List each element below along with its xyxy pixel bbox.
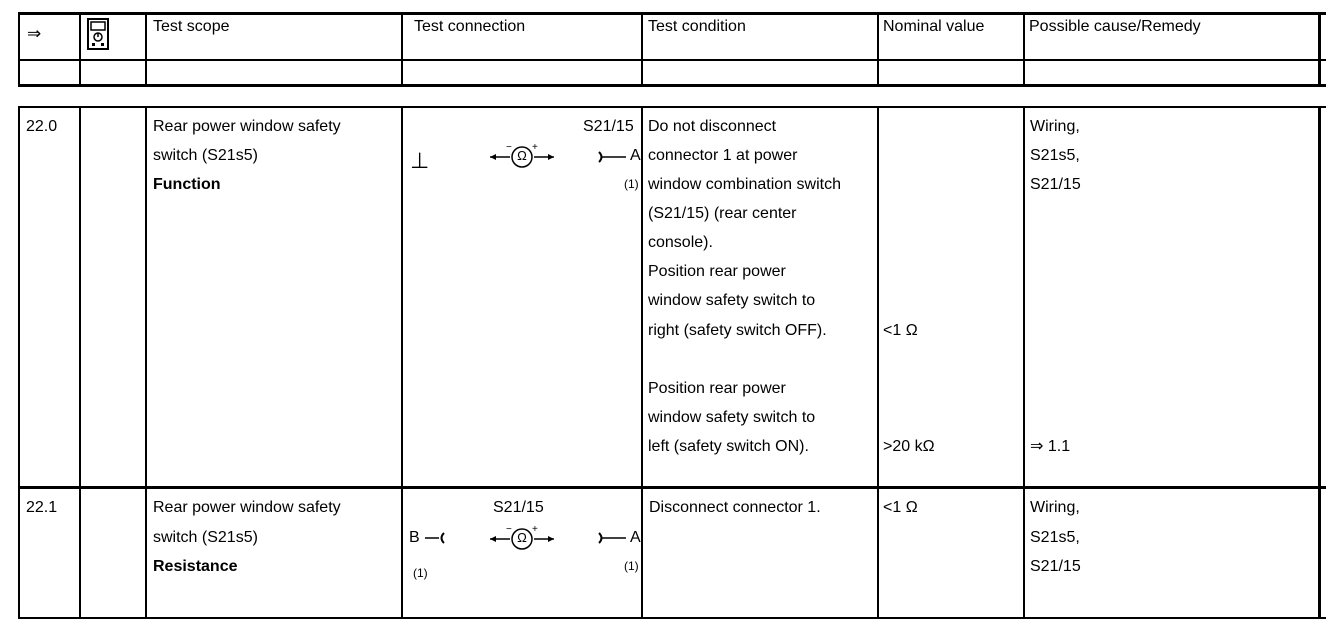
condition-line: right (safety switch OFF). xyxy=(648,322,827,339)
header-possible-cause: Possible cause/Remedy xyxy=(1029,18,1201,35)
condition-line: (S21/15) (rear center xyxy=(648,205,797,222)
possible-cause: Wiring, xyxy=(1030,118,1080,135)
multimeter-icon xyxy=(86,18,110,50)
svg-text:+: + xyxy=(532,524,538,535)
condition-line: Do not disconnect xyxy=(648,118,777,135)
condition-line: left (safety switch ON). xyxy=(648,438,809,455)
test-scope-type: Function xyxy=(153,176,221,193)
nominal-value: <1 Ω xyxy=(883,322,918,339)
possible-cause: S21s5, xyxy=(1030,529,1080,546)
condition-line: Position rear power xyxy=(648,263,786,280)
condition-line: Position rear power xyxy=(648,380,786,397)
condition-line: window combination switch xyxy=(648,176,841,193)
possible-cause: S21/15 xyxy=(1030,558,1081,575)
arrow-header: ⇒ xyxy=(27,24,42,43)
nominal-value: >20 kΩ xyxy=(883,438,935,455)
header-nominal-value: Nominal value xyxy=(883,18,985,35)
possible-cause: S21/15 xyxy=(1030,176,1081,193)
pin-label: A xyxy=(630,147,641,164)
nominal-value: <1 Ω xyxy=(883,499,918,516)
remedy-reference-link[interactable]: ⇒ 1.1 xyxy=(1030,438,1071,455)
pin-label: B xyxy=(409,529,420,546)
test-scope-line: Rear power window safety xyxy=(153,118,341,135)
condition-line: window safety switch to xyxy=(648,409,816,426)
plug-connector-icon xyxy=(596,531,628,545)
pin-label: A xyxy=(630,529,641,546)
test-scope-line: Rear power window safety xyxy=(153,499,341,516)
svg-text:−: − xyxy=(506,142,512,153)
component-label: S21/15 xyxy=(583,118,634,135)
ground-symbol: ⊥ xyxy=(410,148,430,173)
condition-line: window safety switch to xyxy=(648,292,816,309)
connector-label: (1) xyxy=(624,177,639,191)
svg-text:−: − xyxy=(506,524,512,535)
component-label: S21/15 xyxy=(493,499,544,516)
condition-line: console). xyxy=(648,234,713,251)
header-test-condition: Test condition xyxy=(648,18,746,35)
ohmmeter-symbol: Ω xyxy=(517,148,527,163)
ohmmeter-symbol: Ω xyxy=(517,530,527,545)
test-scope-type: Resistance xyxy=(153,558,238,575)
test-scope-line: switch (S21s5) xyxy=(153,147,258,164)
header-test-connection: Test connection xyxy=(414,18,526,35)
step-number: 22.0 xyxy=(26,118,58,135)
test-condition: Disconnect connector 1. xyxy=(649,499,821,516)
test-scope-line: switch (S21s5) xyxy=(153,529,258,546)
possible-cause: S21s5, xyxy=(1030,147,1080,164)
svg-text:+: + xyxy=(532,142,538,153)
plug-connector-icon xyxy=(596,150,628,164)
condition-line: connector 1 at power xyxy=(648,147,798,164)
step-number: 22.1 xyxy=(26,499,58,516)
socket-connector-icon xyxy=(424,531,446,545)
possible-cause: Wiring, xyxy=(1030,499,1080,516)
header-test-scope: Test scope xyxy=(153,18,230,35)
connector-label: (1) xyxy=(624,559,639,573)
connector-label: (1) xyxy=(413,566,428,580)
